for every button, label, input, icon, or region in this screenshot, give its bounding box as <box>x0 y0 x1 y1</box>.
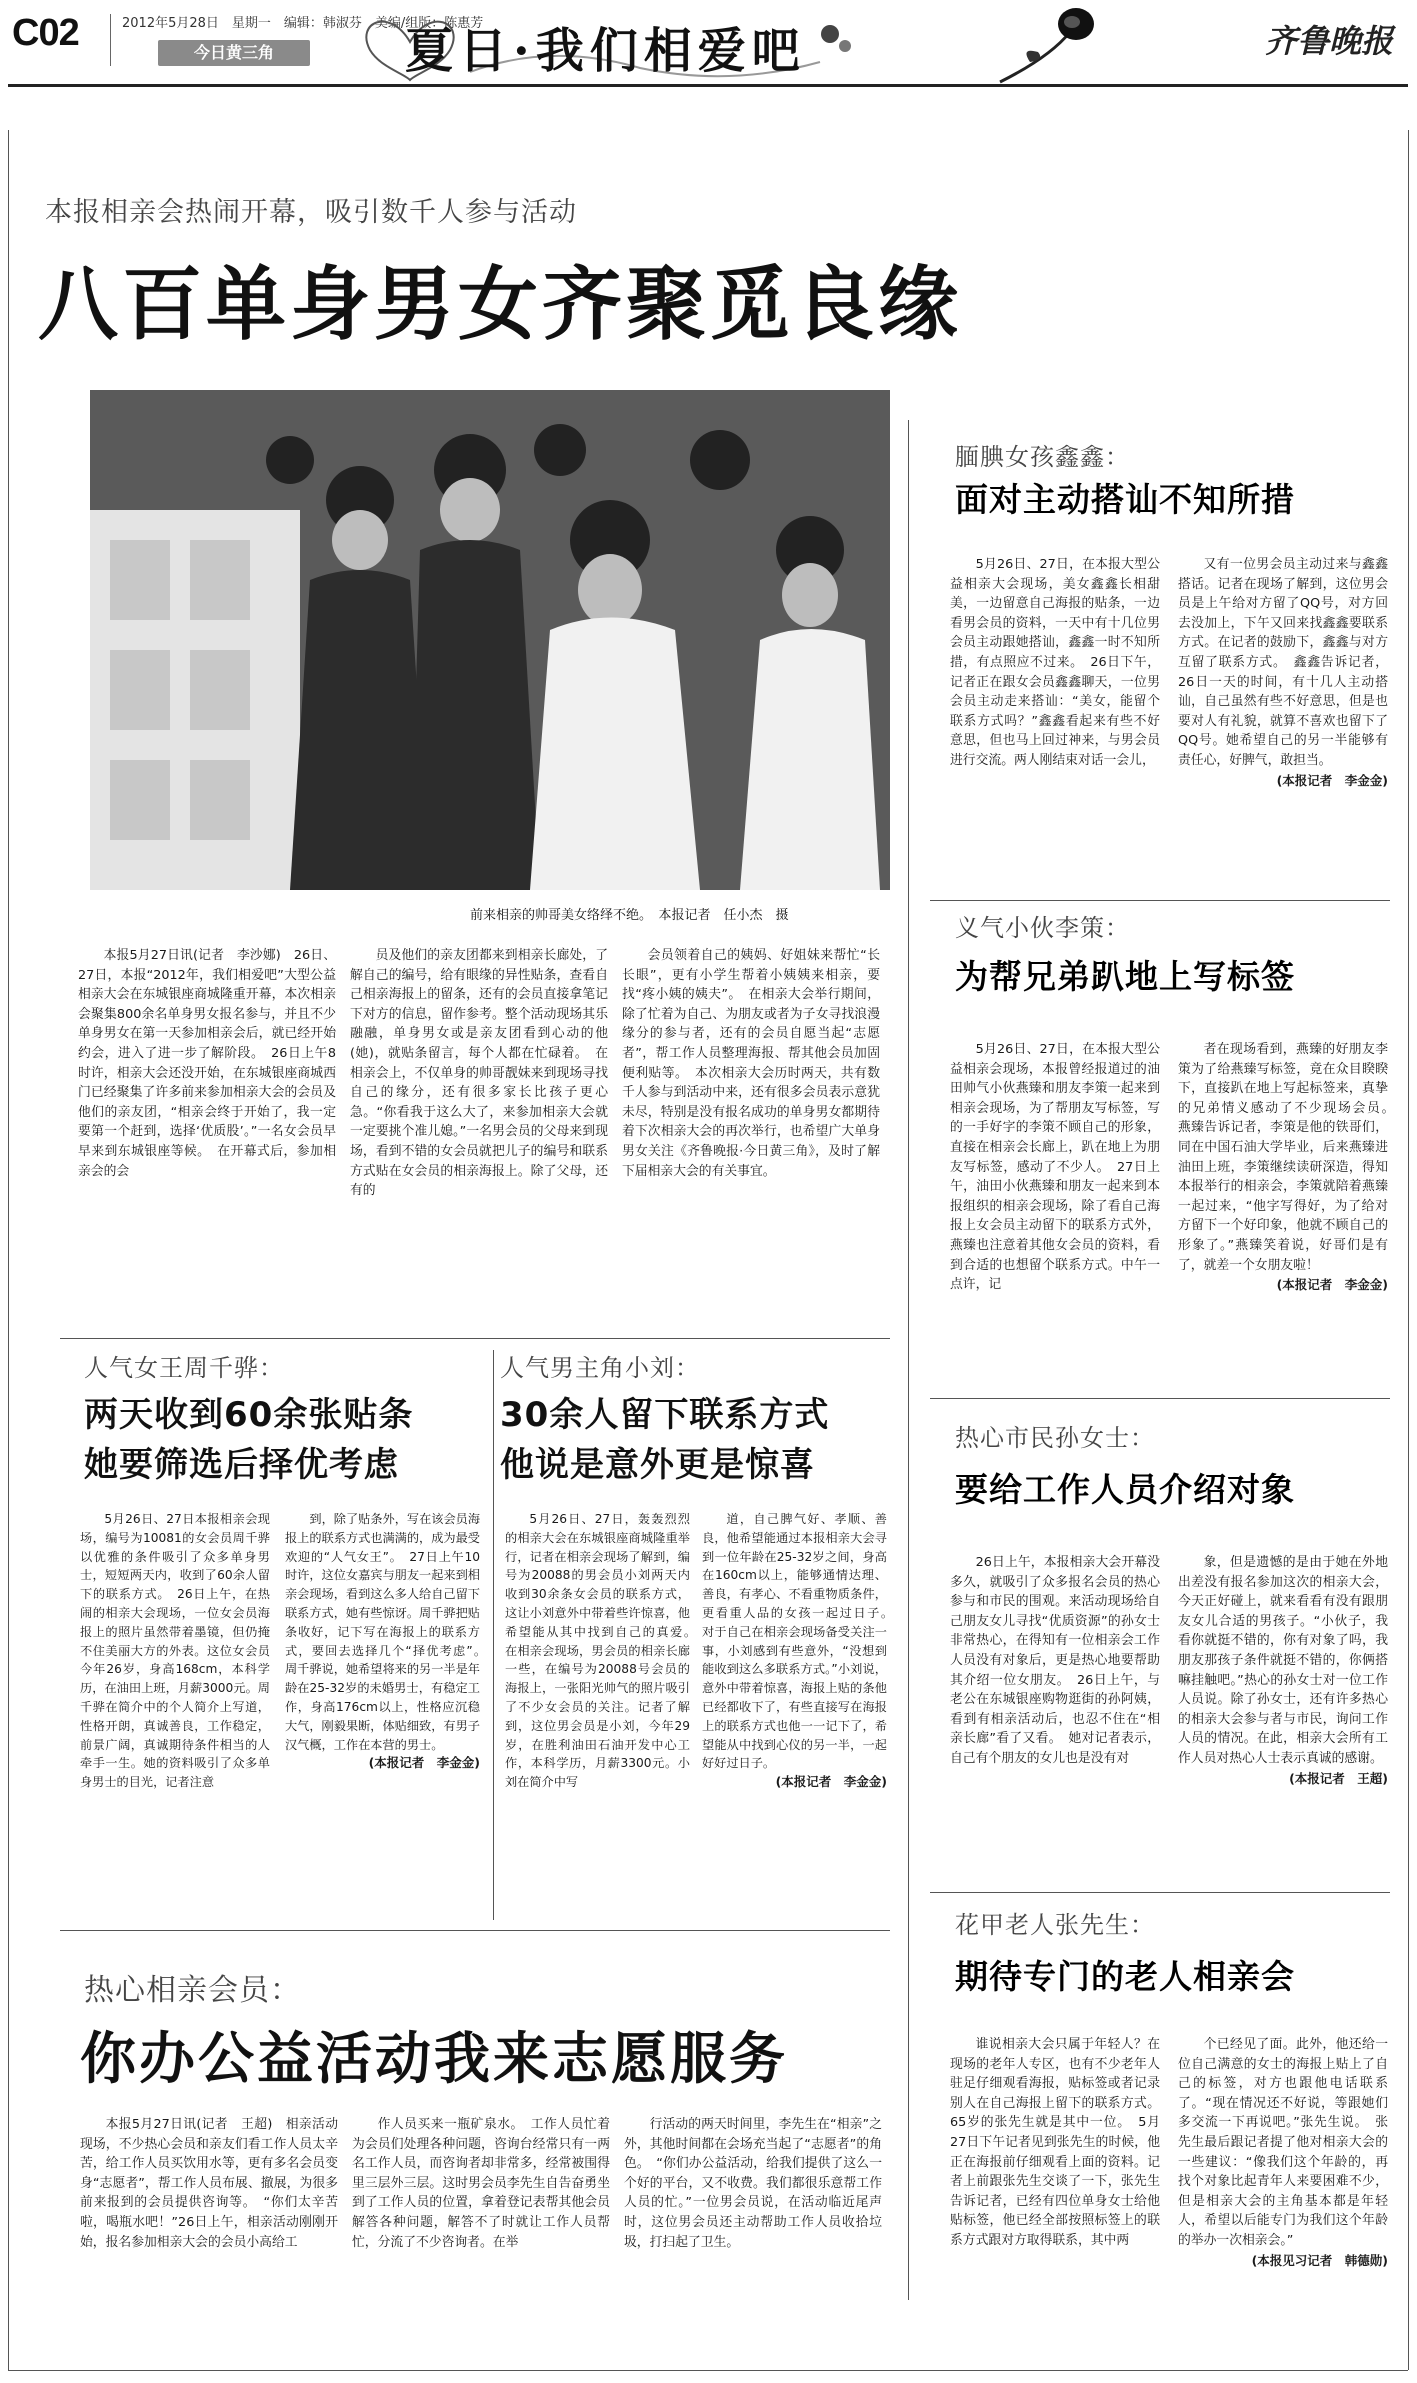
story5-col-1-text: 5月26日、27日本报相亲会现场，编号为10081的女会员周千骅以优雅的条件吸引了众多单身男士，短短两天内，收到了60余人留下的联系方式。 26日上午，在热闹的相亲大会现场，一位女会员海报上的照片虽然带着墨镜，但仍掩不住美丽大方的外表。这位女会员今年26岁，身高168cm，本科学历，在油田上班，月薪3000元。周千骅在简介中的个人简介上写道，性格开朗，真诚善良，工作稳定，前景广阔，真诚期待条件相当的人牵手一生。她的资料吸引了众多单身男士的目光，记者注意 <box>80 1512 270 1790</box>
story2-col-2-text: 又有一位男会员主动过来与鑫鑫搭话。记者在现场了解到，这位男会员是上午给对方留了QQ号，对方回去没加上，下午又回来找鑫鑫要联系方式。在记者的鼓励下，鑫鑫与对方互留了联系方式。 鑫鑫告诉记者，26日一天的时间，有十几人主动搭讪，自己虽然有些不好意思，但是也要对人有礼貌，就算不喜欢也留下了QQ号。她希望自己的另一半能够有责任心，好脾气，敢担当。 <box>1178 557 1388 768</box>
story3-col-2-text: 者在现场看到，燕臻的好朋友李策为了给燕臻写标签，竟在众目睽睽下，直接趴在地上写起标签来，真挚的兄弟情义感动了不少现场会员。 燕臻告诉记者，李策是他的铁哥们，同在中国石油大学毕业，后来燕臻进油田上班，李策继续读研深造，得知本报举行的相亲会，李策就陪着燕臻一起过来，“他字写得好，为了给对方留下一个好印象，他就不顾自己的形象了。”燕臻笑着说，好哥们是有了，就差一个女朋友啦！ <box>1178 1042 1401 1273</box>
story5-col-2 <box>285 1510 493 1920</box>
lead-col-3 <box>622 946 880 1336</box>
banner-title: 夏日·我们相爱吧 <box>405 23 806 79</box>
story2-col-1 <box>950 555 1160 895</box>
story6-signature: (本报记者 李金金) <box>775 1774 887 1790</box>
story8-col-2-text: 个已经见了面。此外，他还给一位自己满意的女士的海报上贴上了自己的标签，对方也跟他电话联系了。“现在情况还不好说，等跟她们多交流一下再说吧。”张先生说。 张先生最后跟记者提了他对相亲大会的一些建议：“像我们这个年龄的，再找个对象比起青年人来要困难不少，但是相亲大会的主角基本都是年轻人，希望以后能专门为我们这个年龄的举办一次相亲会。” <box>1178 2037 1388 2248</box>
header-separator <box>110 14 111 66</box>
story7-col-1-text: 本报5月27日讯(记者 王超) 相亲活动现场，不少热心会员和亲友们看工作人员太辛苦，给工作人员买饮用水等，更有多名会员变身“志愿者”，帮工作人员布展、撤展，为很多前来报到的会员提供咨询等。 “你们太辛苦啦，喝瓶水吧！”26日上午，相亲活动刚刚开始，报名参加相亲大会的会员小高给工 <box>80 2117 338 2250</box>
story6-col-1-text: 5月26日、27日，轰轰烈烈的相亲大会在东城银座商城隆重举行，记者在相亲会现场了解到，编号为20088的男会员小刘两天内收到30余条女会员的联系方式，这让小刘意外中带着些许惊喜，他希望能从其中找到自己的真爱。 在相亲会现场，男会员的相亲长廊一些，在编号为20088号会员的海报上，一张阳光帅气的照片吸引了不少女会员的关注。记者了解到，这位男会员是小刘，今年29岁，在胜利油田石油开发中心工作，本科学历，月薪3300元。小刘在简介中写 <box>505 1512 703 1790</box>
story5-headline-1: 两天收到60余张贴条 <box>84 1395 414 1435</box>
lead-col-2 <box>350 946 608 1336</box>
story6-col-2-text: 道，自己脾气好、孝顺、善良，他希望能通过本报相亲大会寻到一位年龄在25-32岁之间，身高在160cm以上，能够通情达理、善良，有孝心、不看重物质条件，更看重人品的女孩一起过日子。 对于自己在相亲会现场备受关注一事，小刘感到有些意外，“没想到能收到这么多联系方式。”小刘说，意外中带着惊喜，海报上贴的条他已经都收下了，有些直接写在海报上的联系方式也他一一记下了，希望能从中找到心仪的另一半，一起好好过日子。 <box>702 1512 900 1771</box>
story8-signature: (本报见习记者 韩德勋) <box>1251 2252 1388 2268</box>
mid-column-rule <box>493 1350 494 1920</box>
story7-col-2-text: 作人员买来一瓶矿泉水。 工作人员忙着为会员们处理各种问题，咨询台经常只有一两名工作人员，而咨询者却非常多，经常被围得里三层外三层。这时男会员李先生自告奋勇坐到了工作人员的位置，拿着登记表帮其他会员解答各种问题，解答不了时就让工作人员帮忙，分流了不少咨询者。在举 <box>352 2117 610 2250</box>
story7-kicker: 热心相亲会员： <box>84 1973 301 2008</box>
story6-col-1 <box>505 1510 703 1920</box>
story3-headline: 为帮兄弟趴地上写标签 <box>955 957 1295 996</box>
story2-kicker: 腼腆女孩鑫鑫： <box>955 443 1130 471</box>
story5-col-2-text: 到，除了贴条外，写在该会员海报上的联系方式也满满的，成为最受欢迎的“人气女王”。 27日上午10时许，这位女嘉宾与朋友一起来到相亲会现场，看到这么多人给自己留下联系方式，她有些惊讶。周千骅把贴条收好，记下写在海报上的联系方式，要回去选择几个“择优考虑”。 周千骅说，她希望将来的另一半是年龄在25-32岁的未婚男士，有稳定工作，身高176cm以上，性格应沉稳大气，刚毅果断，体贴细致，有男子汉气概，工作在本营的男士。 <box>285 1512 493 1752</box>
section-tab: 今日黄三角 <box>158 40 310 66</box>
story6-headline-2: 他说是意外更是惊喜 <box>500 1445 815 1485</box>
bottom-frame-rule <box>8 2370 1408 2371</box>
story4-col-2 <box>1178 1553 1388 1883</box>
story2-col-2 <box>1178 555 1388 895</box>
lead-photo <box>90 390 890 890</box>
story2-col-1-text: 5月26日、27日，在本报大型公益相亲大会现场，美女鑫鑫长相甜美，一边留意自己海报的贴条，一边看男会员的资料，一天中有十几位男会员主动跟她搭讪，鑫鑫一时不知所措，有点照应不过来。 26日下午，记者正在跟女会员鑫鑫聊天，一位男会员主动走来搭讪：“美女，能留个联系方式吗？”鑫鑫看起来有些不好意思，但也马上回过神来，与男会员进行交流。两人刚结束对话一会儿， <box>950 557 1160 768</box>
story4-headline: 要给工作人员介绍对象 <box>955 1470 1295 1509</box>
story2-headline: 面对主动搭讪不知所措 <box>955 480 1295 519</box>
crowd-photo-illustration <box>90 390 890 890</box>
story8-kicker: 花甲老人张先生： <box>955 1911 1155 1939</box>
story8-col-1-text: 谁说相亲大会只属于年轻人？在现场的老年人专区，也有不少老年人驻足仔细观看海报，贴标签或者记录别人在自己海报上留下的联系方式。65岁的张先生就是其中一位。 5月27日下午记者见到张先生的时候，他正在海报前仔细观看上面的资料。记者上前跟张先生交谈了一下，张先生告诉记者，已经有四位单身女士给他贴标签，他已经全部按照标签上的联系方式跟对方取得联系，其中两 <box>950 2037 1160 2248</box>
story3-kicker: 义气小伙李策： <box>955 914 1130 942</box>
story4-col-1 <box>950 1553 1160 1883</box>
story6-kicker: 人气男主角小刘： <box>500 1354 700 1382</box>
lead-photo-caption: 前来相亲的帅哥美女络绎不绝。 本报记者 任小杰 摄 <box>470 908 789 923</box>
story4-kicker: 热心市民孙女士： <box>955 1424 1155 1452</box>
mid-top-rule <box>60 1338 890 1339</box>
header-date-line: 2012年5月28日 星期一 编辑：韩淑芬 美编/组版：陈惠芳 <box>122 16 484 31</box>
lead-col-1-text: 本报5月27日讯(记者 李沙娜) 26日、27日，本报“2012年，我们相爱吧”大型公益相亲大会在东城银座商城隆重开幕，本次相亲会聚集800余名单身男女报名参与，并且不少单身男女在第一天参加相亲会后，就已经开始约会，进入了进一步了解阶段。 26日上午8时许，相亲大会还没开始，在东城银座商城西门已经聚集了许多前来参加相亲大会的会员及他们的亲友团，“相亲会终于开始了，我一定要第一个赶到，选择‘优质股’。”一名女会员早早来到东城银座等候。 在开幕式后，参加相亲会的会 <box>78 948 336 1179</box>
story7-col-1 <box>80 2115 338 2355</box>
story4-col-1-text: 26日上午，本报相亲大会开幕没多久，就吸引了众多报名会员的热心参与和市民的围观。来活动现场给自己朋友女儿寻找“优质资源”的孙女士非常热心，在得知有一位相亲会工作人员没有对象后，更是热心地要帮助其介绍一位女朋友。 26日上午，与老公在东城银座购物逛街的孙阿姨，看到有相亲活动后，也忍不住在“相亲长廊”看了又看。 她对记者表示，自己有个朋友的女儿也是没有对 <box>950 1555 1160 1766</box>
story6-headline-1: 30余人留下联系方式 <box>500 1395 830 1435</box>
story6-col-2 <box>702 1510 900 1920</box>
story5-headline-2: 她要筛选后择优考虑 <box>84 1445 399 1485</box>
story2-bottom-rule <box>930 900 1390 901</box>
right-frame-rule <box>1408 130 1409 2370</box>
story5-signature: (本报记者 李金金) <box>368 1755 480 1771</box>
story7-col-3 <box>624 2115 882 2355</box>
story3-col-2 <box>1178 1040 1401 1390</box>
story8-headline: 期待专门的老人相亲会 <box>955 1957 1295 1996</box>
masthead-logo: 齐鲁晚报 <box>1265 22 1394 60</box>
story8-col-1 <box>950 2035 1160 2360</box>
story3-col-1 <box>950 1040 1160 1390</box>
lead-col-3-text: 会员领着自己的姨妈、好姐妹来帮忙“长长眼”，更有小学生帮着小姨姨来相亲，要找“疼小姨的姨夫”。 在相亲大会举行期间，除了忙着为自己、为朋友或者为子女寻找浪漫缘分的参与者，还有的会员自愿当起“志愿者”，帮工作人员整理海报、帮其他会员加固便利贴等。 本次相亲大会历时两天，共有数千人参与到活动中来，还有很多会员表示意犹未尽，特别是没有报名成功的单身男女都期待着下次相亲大会的再次举行，也希望广大单身男女关注《齐鲁晚报·今日黄三角》，及时了解下届相亲大会的有关事宜。 <box>622 948 880 1179</box>
page-number: C02 <box>12 12 79 54</box>
lead-col-1 <box>78 946 336 1336</box>
story8-col-2 <box>1178 2035 1388 2360</box>
mid-bottom-rule <box>60 1930 890 1931</box>
story5-col-1 <box>80 1510 270 1920</box>
header-rule <box>8 84 1408 87</box>
story4-bottom-rule <box>930 1892 1390 1893</box>
story3-bottom-rule <box>930 1398 1390 1399</box>
story4-signature: (本报记者 王超) <box>1289 1770 1388 1786</box>
story4-col-2-text: 象，但是遗憾的是由于她在外地出差没有报名参加这次的相亲大会，今天正好碰上，就来看看有没有跟朋友女儿合适的男孩子。“小伙子，我看你就挺不错的，你有对象了吗，我朋友那孩子条件就挺不错的，你俩搭嘛挂触吧。”热心的孙女士对一位工作人员说。除了孙女士，还有许多热心的相亲大会参与者与市民，询问工作人员的情况。在此，相亲大会所有工作人员对热心人士表示真诚的感谢。 <box>1178 1555 1388 1766</box>
story5-kicker: 人气女王周千骅： <box>84 1354 284 1382</box>
page-header <box>0 0 1417 84</box>
main-column-rule <box>908 420 909 2300</box>
story2-signature: (本报记者 李金金) <box>1276 772 1388 788</box>
story7-col-2 <box>352 2115 610 2355</box>
lead-headline: 八百单身男女齐聚觅良缘 <box>38 258 962 351</box>
story3-signature: (本报记者 李金金) <box>1276 1277 1388 1293</box>
lead-col-2-text: 员及他们的亲友团都来到相亲长廊处，了解自己的编号，给有眼缘的异性贴条，查看自己相亲海报上的留条，还有的会员直接拿笔记下对方的信息，留作参考。整个活动现场其乐融融，单身男女或是亲友团看到心动的他(她)，就贴条留言，每个人都在忙碌着。 在相亲会上，不仅单身的帅哥靓妹来到现场寻找自己的缘分，还有很多家长比孩子更心急。“你看我于这么大了，来参加相亲大会就一定要挑个准儿媳。”一名男会员的父母来到现场，看到不错的女会员就把儿子的编号和联系方式贴在女会员的相亲海报上。除了父母，还有的 <box>350 948 608 1199</box>
story7-col-3-text: 行活动的两天时间里，李先生在“相亲”之外，其他时间都在会场充当起了“志愿者”的角色。 “你们办公益活动，给我们提供了这么一个好的平台，又不收费。我们都很乐意帮工作人员的忙。”一位男会员说，在活动临近尾声时，这位男会员还主动帮助工作人员收拾垃圾，打扫起了卫生。 <box>624 2117 882 2250</box>
lead-kicker: 本报相亲会热闹开幕，吸引数千人参与活动 <box>45 197 577 228</box>
rose-icon <box>990 2 1110 86</box>
story3-col-1-text: 5月26日、27日，在本报大型公益相亲会现场，本报曾经报道过的油田帅气小伙燕臻和朋友李策一起来到相亲会现场，为了帮朋友写标签，写的一手好字的李策不顾自己的形象，直接在相亲会长廊上，趴在地上为朋友写标签，感动了不少人。 27日上午，油田小伙燕臻和朋友一起来到本报组织的相亲会现场，除了看自己海报上女会员主动留下的联系方式外，燕臻也注意着其他女会员的资料，看到合适的也想留个联系方式。中午一点许，记 <box>950 1042 1160 1293</box>
left-frame-rule <box>8 130 9 2370</box>
story7-headline: 你办公益活动我来志愿服务 <box>80 2027 788 2092</box>
